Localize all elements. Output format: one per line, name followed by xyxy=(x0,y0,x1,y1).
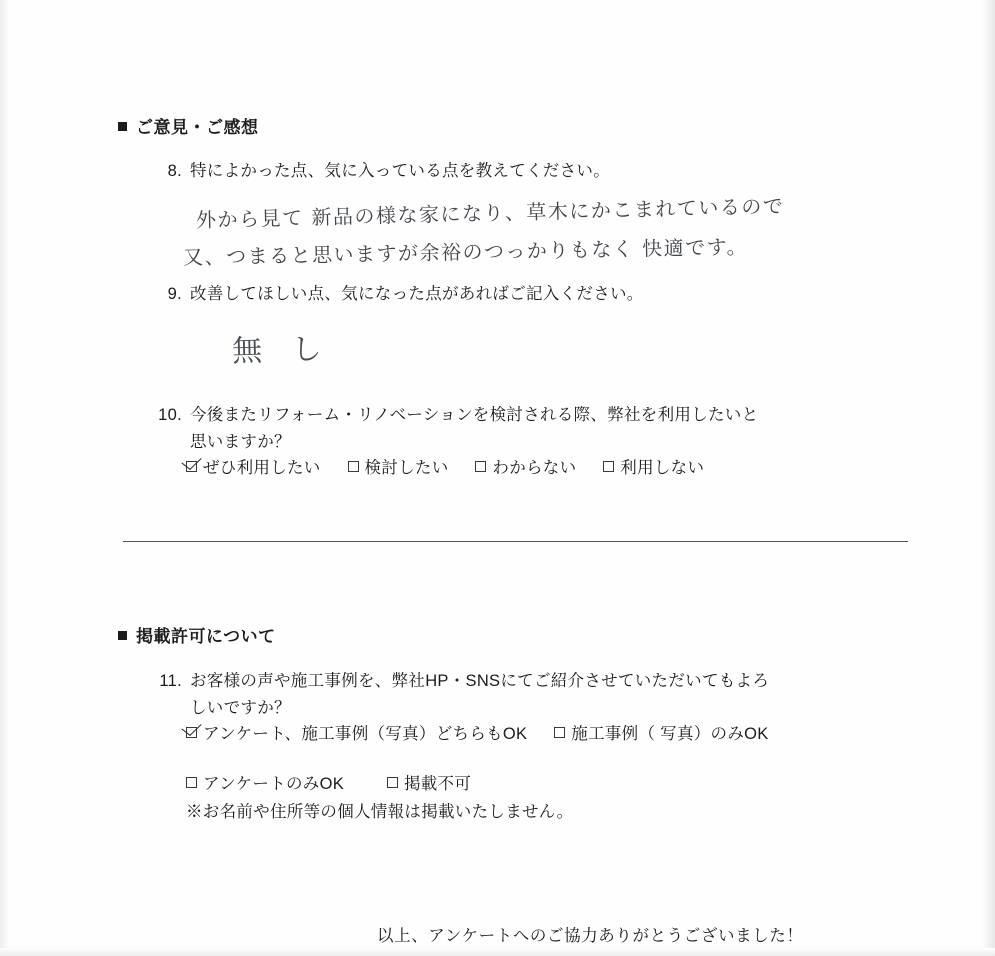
checkbox-icon xyxy=(603,461,614,472)
section-heading-opinions-label: ご意見・ご感想 xyxy=(136,118,259,137)
question-8-answer-line-1: 外から見て 新品の様な家になり、草木にかこまれているので xyxy=(195,193,785,233)
question-9-answer-line-1: 無 し xyxy=(231,331,333,370)
question-11-option-2[interactable] xyxy=(186,770,344,798)
question-10-number: 10. xyxy=(158,406,182,424)
checkbox-checked-icon xyxy=(186,461,197,472)
question-8-text: 特によかった点、気に入っている点を教えてください。 xyxy=(190,162,610,180)
question-9 xyxy=(148,281,908,308)
checkbox-icon xyxy=(186,777,197,788)
question-8 xyxy=(148,158,908,185)
checkbox-icon xyxy=(475,461,486,472)
question-10-options xyxy=(186,454,726,482)
section-divider xyxy=(123,541,908,542)
question-10-text-line-1: 今後またリフォーム・リノベーションを検討される際、弊社を利用したいと xyxy=(190,406,759,424)
question-11-option-2-label: アンケートのみOK xyxy=(203,775,345,793)
question-11-options-row-2 xyxy=(186,770,493,798)
question-10-option-2[interactable] xyxy=(475,454,576,482)
question-9-text: 改善してほしい点、気になった点があればご記入ください。 xyxy=(190,285,644,303)
question-11-number: 11. xyxy=(159,672,182,690)
question-10-option-1-label: 検討したい xyxy=(364,459,449,477)
question-11-options-row-1 xyxy=(186,720,791,748)
scan-edge-left xyxy=(0,0,10,956)
question-10-option-0-label: ぜひ利用したい xyxy=(203,459,321,477)
checkbox-icon xyxy=(348,461,359,472)
scan-edge-bottom xyxy=(0,948,995,956)
question-10-option-2-label: わからない xyxy=(492,459,577,477)
section-bullet-icon xyxy=(118,631,127,640)
question-11-note: ※お名前や住所等の個人情報は掲載いたしません。 xyxy=(186,803,574,821)
question-10-text-line-2: 思いますか？ xyxy=(190,433,291,451)
section-heading-opinions xyxy=(118,113,259,138)
question-9-number: 9. xyxy=(167,285,182,303)
scan-edge-right xyxy=(981,0,995,956)
question-11-option-3-label: 掲載不可 xyxy=(403,775,472,793)
question-8-answer-line-2: 又、つまると思いますが余裕のつっかりもなく 快適です。 xyxy=(182,234,749,270)
question-11-text-line-1: お客様の声や施工事例を、弊社HP・SNSにてご紹介させていただいてもよろ xyxy=(190,672,770,690)
question-10-option-0[interactable] xyxy=(186,454,321,482)
section-heading-publication xyxy=(118,622,276,647)
checkbox-icon xyxy=(387,777,398,788)
question-11-text-line-2: しいですか？ xyxy=(190,699,291,717)
question-10-option-3[interactable] xyxy=(603,454,704,482)
question-8-number: 8. xyxy=(167,162,182,180)
section-heading-publication-label: 掲載許可について xyxy=(136,627,276,646)
section-bullet-icon xyxy=(118,122,127,131)
question-11-option-1-label: 施工事例（ 写真）のみOK xyxy=(571,725,769,743)
question-10-option-1[interactable] xyxy=(348,454,449,482)
question-11-option-3[interactable] xyxy=(387,770,471,798)
question-11 xyxy=(148,668,938,722)
question-11-option-0[interactable] xyxy=(186,720,527,748)
closing-message: 以上、アンケートへのご協力ありがとうございました！ xyxy=(377,927,804,945)
question-10-option-3-label: 利用しない xyxy=(620,459,705,477)
checkbox-checked-icon xyxy=(186,727,197,738)
checkbox-icon xyxy=(554,727,565,738)
question-11-option-1[interactable] xyxy=(554,720,768,748)
question-10 xyxy=(148,402,928,456)
question-11-option-0-label: アンケート、施工事例（写真）どちらもOK xyxy=(203,725,528,743)
